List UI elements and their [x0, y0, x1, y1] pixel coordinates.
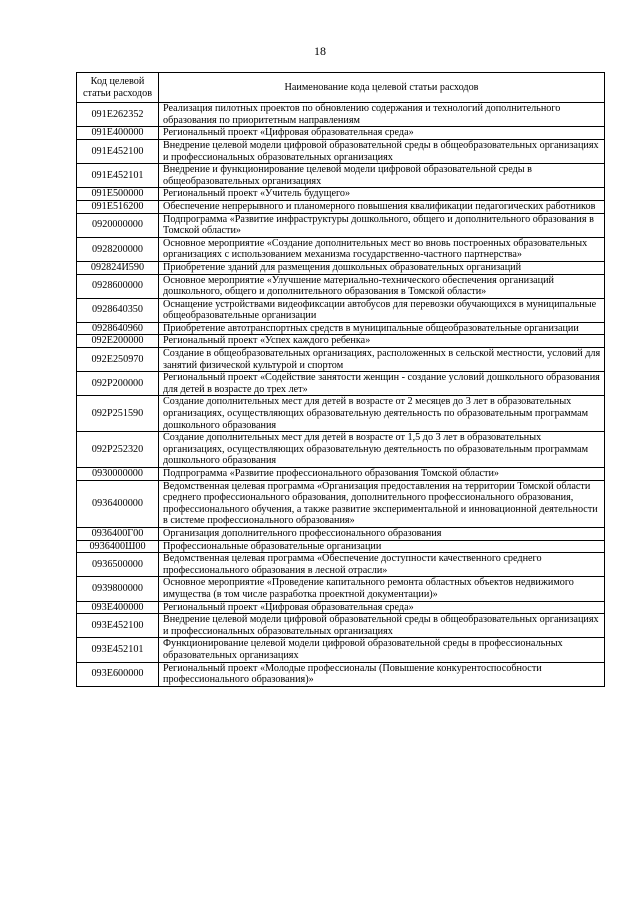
- row-name: Региональный проект «Успех каждого ребенка»: [159, 335, 605, 348]
- row-name: Региональный проект «Молодые профессионалы (Повышение конкурентоспособности профессионального образования)»: [159, 662, 605, 686]
- table-row: [77, 662, 605, 686]
- row-name: Внедрение целевой модели цифровой образовательной среды в общеобразовательных организациях и профессиональных образовательных организациях: [159, 139, 605, 163]
- row-code: 0920000000: [77, 213, 159, 237]
- row-name: Создание в общеобразовательных организациях, расположенных в сельской местности, условий для занятий физической культурой и спортом: [159, 348, 605, 372]
- row-code: 0928640350: [77, 298, 159, 322]
- table-row: [77, 432, 605, 468]
- row-code: 093E452100: [77, 614, 159, 638]
- table-row: [77, 614, 605, 638]
- table-row: [77, 601, 605, 614]
- row-name: Приобретение автотранспортных средств в муниципальные общеобразовательные организации: [159, 322, 605, 335]
- row-name: Создание дополнительных мест для детей в возрасте от 1,5 до 3 лет в образовательных организациях, осуществляющих образовательную деятельность по образовательным программам дошкольного образования: [159, 432, 605, 468]
- row-name: Создание дополнительных мест для детей в возрасте от 2 месяцев до 3 лет в образовательных организациях, осуществляющих образовательную деятельность по образовательным программам дошкольного образования: [159, 396, 605, 432]
- row-name: Функционирование целевой модели цифровой образовательной среды в профессиональных образовательных организациях: [159, 638, 605, 662]
- row-name: Подпрограмма «Развитие профессионального образования Томской области»: [159, 468, 605, 481]
- row-code: 093E600000: [77, 662, 159, 686]
- row-code: 091E500000: [77, 188, 159, 201]
- table-row: [77, 468, 605, 481]
- table-row: [77, 322, 605, 335]
- row-name: Приобретение зданий для размещения дошкольных образовательных организаций: [159, 261, 605, 274]
- row-code: 0928640960: [77, 322, 159, 335]
- row-code: 093E400000: [77, 601, 159, 614]
- table-row: [77, 527, 605, 540]
- table-row: [77, 274, 605, 298]
- row-code: 093E452101: [77, 638, 159, 662]
- table-row: [77, 237, 605, 261]
- budget-codes-table: [76, 72, 605, 687]
- row-name: Основное мероприятие «Улучшение материально-технического обеспечения организаций дошкольного, общего и дополнительного образования в Томской области»: [159, 274, 605, 298]
- row-code: 0930000000: [77, 468, 159, 481]
- row-name: Основное мероприятие «Проведение капитального ремонта областных объектов недвижимого имущества (в том числе разработка проектной документации)»: [159, 577, 605, 601]
- row-code: 092P200000: [77, 372, 159, 396]
- header-code: Код целевой статьи расходов: [77, 73, 159, 103]
- table-row: [77, 164, 605, 188]
- row-name: Основное мероприятие «Создание дополнительных мест во вновь построенных образовательных организациях с использованием механизма государственно-частного партнерства»: [159, 237, 605, 261]
- table-row: [77, 213, 605, 237]
- row-code: 091E452100: [77, 139, 159, 163]
- row-code: 0936400000: [77, 480, 159, 527]
- table-row: [77, 372, 605, 396]
- table-row: [77, 335, 605, 348]
- row-name: Внедрение и функционирование целевой модели цифровой образовательной среды в общеобразовательных организациях: [159, 164, 605, 188]
- table-row: [77, 103, 605, 127]
- table-body: [77, 103, 605, 687]
- row-name: Ведомственная целевая программа «Организация предоставления на территории Томской области среднего профессионального образования, дополнительного профессионального образования, профессионального обучения, а также развитие экспериментальной и инновационной деятельности в системе профессионального образования»: [159, 480, 605, 527]
- row-code: 0936400Г00: [77, 527, 159, 540]
- table-row: [77, 139, 605, 163]
- row-code: 092824И590: [77, 261, 159, 274]
- table-header-row: [77, 73, 605, 103]
- row-name: Региональный проект «Учитель будущего»: [159, 188, 605, 201]
- row-code: 092E250970: [77, 348, 159, 372]
- row-name: Региональный проект «Цифровая образовательная среда»: [159, 127, 605, 140]
- row-name: Региональный проект «Цифровая образовательная среда»: [159, 601, 605, 614]
- row-code: 0928200000: [77, 237, 159, 261]
- row-name: Реализация пилотных проектов по обновлению содержания и технологий дополнительного образования по приоритетным направлениям: [159, 103, 605, 127]
- row-code: 091E400000: [77, 127, 159, 140]
- table-row: [77, 540, 605, 553]
- header-name: Наименование кода целевой статьи расходов: [159, 73, 605, 103]
- table-row: [77, 127, 605, 140]
- table-row: [77, 480, 605, 527]
- row-code: 0939800000: [77, 577, 159, 601]
- table-row: [77, 348, 605, 372]
- table-row: [77, 188, 605, 201]
- row-name: Профессиональные образовательные организации: [159, 540, 605, 553]
- row-code: 0936500000: [77, 553, 159, 577]
- row-code: 091E516200: [77, 200, 159, 213]
- row-name: Оснащение устройствами видеофиксации автобусов для перевозки обучающихся в муниципальные общеобразовательные организации: [159, 298, 605, 322]
- table-row: [77, 553, 605, 577]
- row-code: 092P251590: [77, 396, 159, 432]
- row-name: Подпрограмма «Развитие инфраструктуры дошкольного, общего и дополнительного образования в Томской области»: [159, 213, 605, 237]
- table-row: [77, 396, 605, 432]
- row-code: 092E200000: [77, 335, 159, 348]
- row-code: 092P252320: [77, 432, 159, 468]
- row-code: 0936400Ш00: [77, 540, 159, 553]
- table-row: [77, 200, 605, 213]
- table-row: [77, 577, 605, 601]
- row-name: Организация дополнительного профессионального образования: [159, 527, 605, 540]
- row-name: Внедрение целевой модели цифровой образовательной среды в общеобразовательных организациях и профессиональных образовательных организациях: [159, 614, 605, 638]
- table-row: [77, 638, 605, 662]
- row-name: Региональный проект «Содействие занятости женщин - создание условий дошкольного образования для детей в возрасте до трех лет»: [159, 372, 605, 396]
- page-number: 18: [314, 44, 326, 58]
- table-row: [77, 261, 605, 274]
- row-name: Ведомственная целевая программа «Обеспечение доступности качественного среднего профессионального образования в лесной отрасли»: [159, 553, 605, 577]
- row-code: 0928600000: [77, 274, 159, 298]
- row-code: 091E452101: [77, 164, 159, 188]
- row-name: Обеспечение непрерывного и планомерного повышения квалификации педагогических работников: [159, 200, 605, 213]
- row-code: 091E262352: [77, 103, 159, 127]
- table-row: [77, 298, 605, 322]
